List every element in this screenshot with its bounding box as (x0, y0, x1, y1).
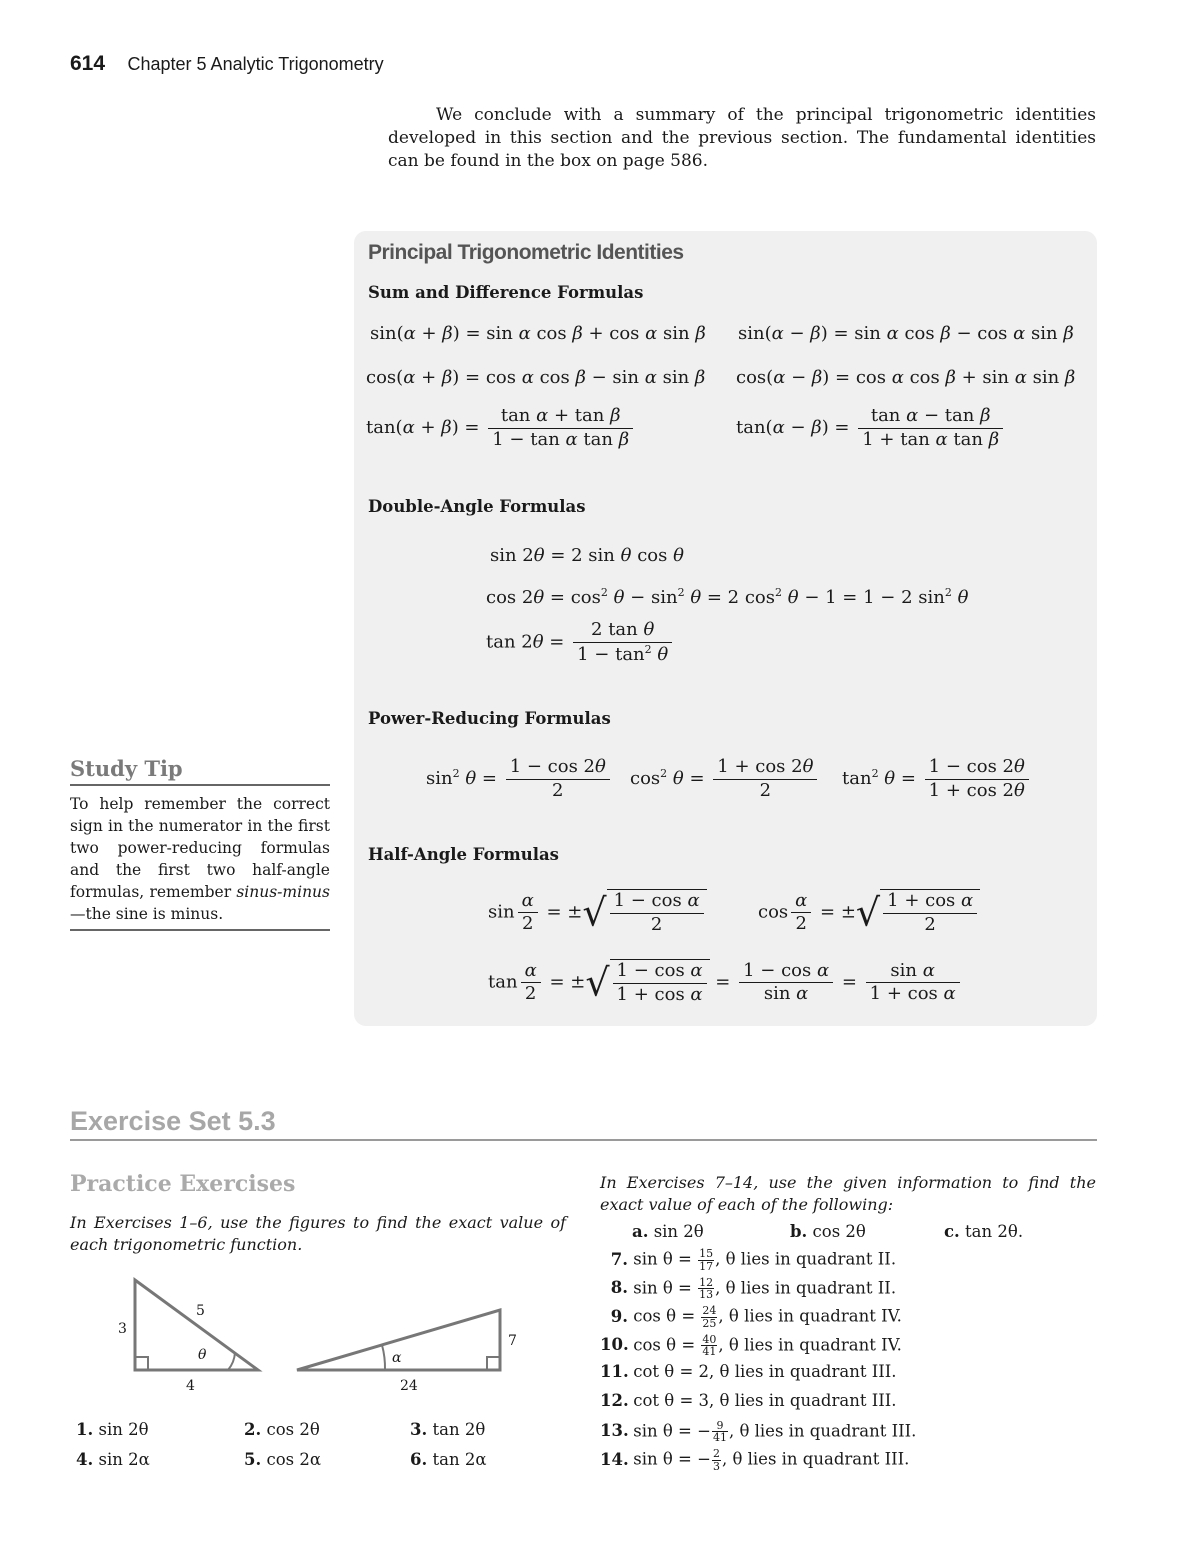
formula-tan-half: tan $\frac{\alpha}{2}$ = ±√ $\frac{\text{1 − cos α}}{\text{1 + cos α}}$ = $\frac{\text{1 − cos α}}{\text{sin α}}$ = $\frac{\text{sin α}}{\text{1 + cos α}}$ (488, 959, 963, 1006)
study-tip-text: To help remember the correct sign in the numerator in the first two power-reducing formulas and the first two half-angle formulas, remember sinus-minus—the sine is minus. (70, 795, 330, 923)
exercise-item: 8. sin θ = $\frac{12}{13}$ , θ lies in quadrant II. (610, 1275, 897, 1302)
triangle2-side-24: 24 (400, 1378, 418, 1394)
formula-sin-diff: sin(α − β) = sin α cos β − cos α sin β (738, 323, 1074, 344)
exercise-item: 12. cot θ = 3, θ lies in quadrant III. (600, 1391, 897, 1410)
angle-theta-label: θ (198, 1347, 207, 1363)
formula-cos-sum: cos(α + β) = cos α cos β − sin α sin β (366, 367, 706, 388)
chapter-title: Chapter 5 Analytic Trigonometry (127, 54, 384, 74)
formula-sin-double: sin 2θ = 2 sin θ cos θ (490, 545, 684, 566)
box-title: Principal Trigonometric Identities (368, 241, 684, 264)
section-heading-half-angle: Half-Angle Formulas (368, 845, 559, 864)
formula-cos-half: cos $\frac{\alpha}{2}$ = ±√ $\frac{\text{1 + cos α}}{2}$ (758, 889, 980, 936)
formula-tan-sum: tan(α + β) = $\frac{\text{tan α + tan β}}{\text{1 − tan α tan β}}$ (366, 405, 636, 451)
study-tip-title: Study Tip (70, 756, 183, 781)
exercise-item: 6. tan 2α (410, 1450, 487, 1469)
exercise-item: 7. sin θ = $\frac{15}{17}$ , θ lies in quadrant II. (610, 1247, 897, 1273)
exercise-item: 3. tan 2θ (410, 1420, 486, 1439)
triangle-figures (100, 1270, 530, 1405)
formula-sin-squared: $\sin^2 \theta$ = $\frac{1 - \cos 2\theta}{2}$ (426, 756, 613, 802)
intro-paragraph: We conclude with a summary of the principal trigonometric identities developed in this section and the previous section. The fundamental identities can be found in the box on page 586. (388, 105, 1096, 171)
formula-tan-double: tan 2θ = $\frac{\text{2 tan θ}}{1 - \tan^2 \theta}$ (486, 619, 675, 666)
exercise-item: 2. cos 2θ (244, 1420, 320, 1439)
exercise-item: 5. cos 2α (244, 1450, 322, 1469)
identities-box (354, 231, 1097, 1026)
formula-sin-half: sin $\frac{\alpha}{2}$ = ±√ $\frac{\text{1 − cos α}}{2}$ (488, 889, 707, 936)
section-heading-sum-difference: Sum and Difference Formulas (368, 283, 644, 302)
formula-cos-squared: $\cos^2 \theta$ = $\frac{1 + \cos 2\theta}{2}$ (630, 756, 820, 802)
part-a: a. sin 2θ (632, 1222, 704, 1241)
running-header (70, 52, 384, 76)
part-b: b. cos 2θ (790, 1222, 866, 1241)
triangle2-side-7: 7 (508, 1333, 517, 1349)
exercise-item: 11. cot θ = 2, θ lies in quadrant III. (600, 1362, 897, 1382)
study-tip (70, 756, 330, 931)
triangle1-side-3: 3 (118, 1321, 127, 1337)
formula-tan-diff: tan(α − β) = $\frac{\text{tan α − tan β}}{\text{1 + tan α tan β}}$ (736, 405, 1006, 451)
page-number: 614 (70, 52, 106, 75)
formula-tan-squared: $\tan^2 \theta$ = $\frac{1 - \cos 2\theta}{1 + \cos 2\theta}$ (842, 756, 1032, 802)
instructions-7-14: In Exercises 7–14, use the given information to find the exact value of each of the following: (600, 1173, 1096, 1214)
exercise-item: 13. sin θ = − $\frac{9}{41}$ , θ lies in quadrant III. (600, 1418, 917, 1445)
exercise-item: 10. cos θ = $\frac{40}{41}$ , θ lies in quadrant IV. (600, 1332, 902, 1359)
angle-alpha-label: α (392, 1350, 402, 1366)
exercise-item: 4. sin 2α (76, 1450, 150, 1469)
formula-cos-double: $\cos 2\theta = \cos^2 \theta - \sin^2 \theta = 2$ $\cos^2 \theta - 1 = 1 - 2$ $\sin^2 \theta$ (486, 586, 969, 608)
exercise-item: 14. sin θ = − $\frac{2}{3}$ , θ lies in quadrant III. (600, 1447, 910, 1473)
part-c: c. tan 2θ. (944, 1222, 1024, 1241)
exercise-item: 1. sin 2θ (76, 1420, 149, 1439)
formula-sin-sum: sin(α + β) = sin α cos β + cos α sin β (370, 323, 706, 344)
practice-exercises-heading: Practice Exercises (70, 1171, 296, 1197)
exercise-set-rule (70, 1139, 1097, 1141)
exercise-set-title: Exercise Set 5.3 (70, 1106, 276, 1136)
instructions-1-6: In Exercises 1–6, use the figures to find the exact value of each trigonometric function. (70, 1213, 566, 1254)
section-heading-double-angle: Double-Angle Formulas (368, 497, 586, 516)
formula-cos-diff: cos(α − β) = cos α cos β + sin α sin β (736, 367, 1076, 388)
exercise-item: 9. cos θ = $\frac{24}{25}$ , θ lies in quadrant IV. (610, 1304, 902, 1330)
triangle1-hypotenuse-5: 5 (196, 1303, 205, 1319)
triangle1-side-4: 4 (186, 1378, 195, 1394)
triangle-theta (135, 1280, 258, 1370)
section-heading-power-reducing: Power-Reducing Formulas (368, 709, 611, 728)
